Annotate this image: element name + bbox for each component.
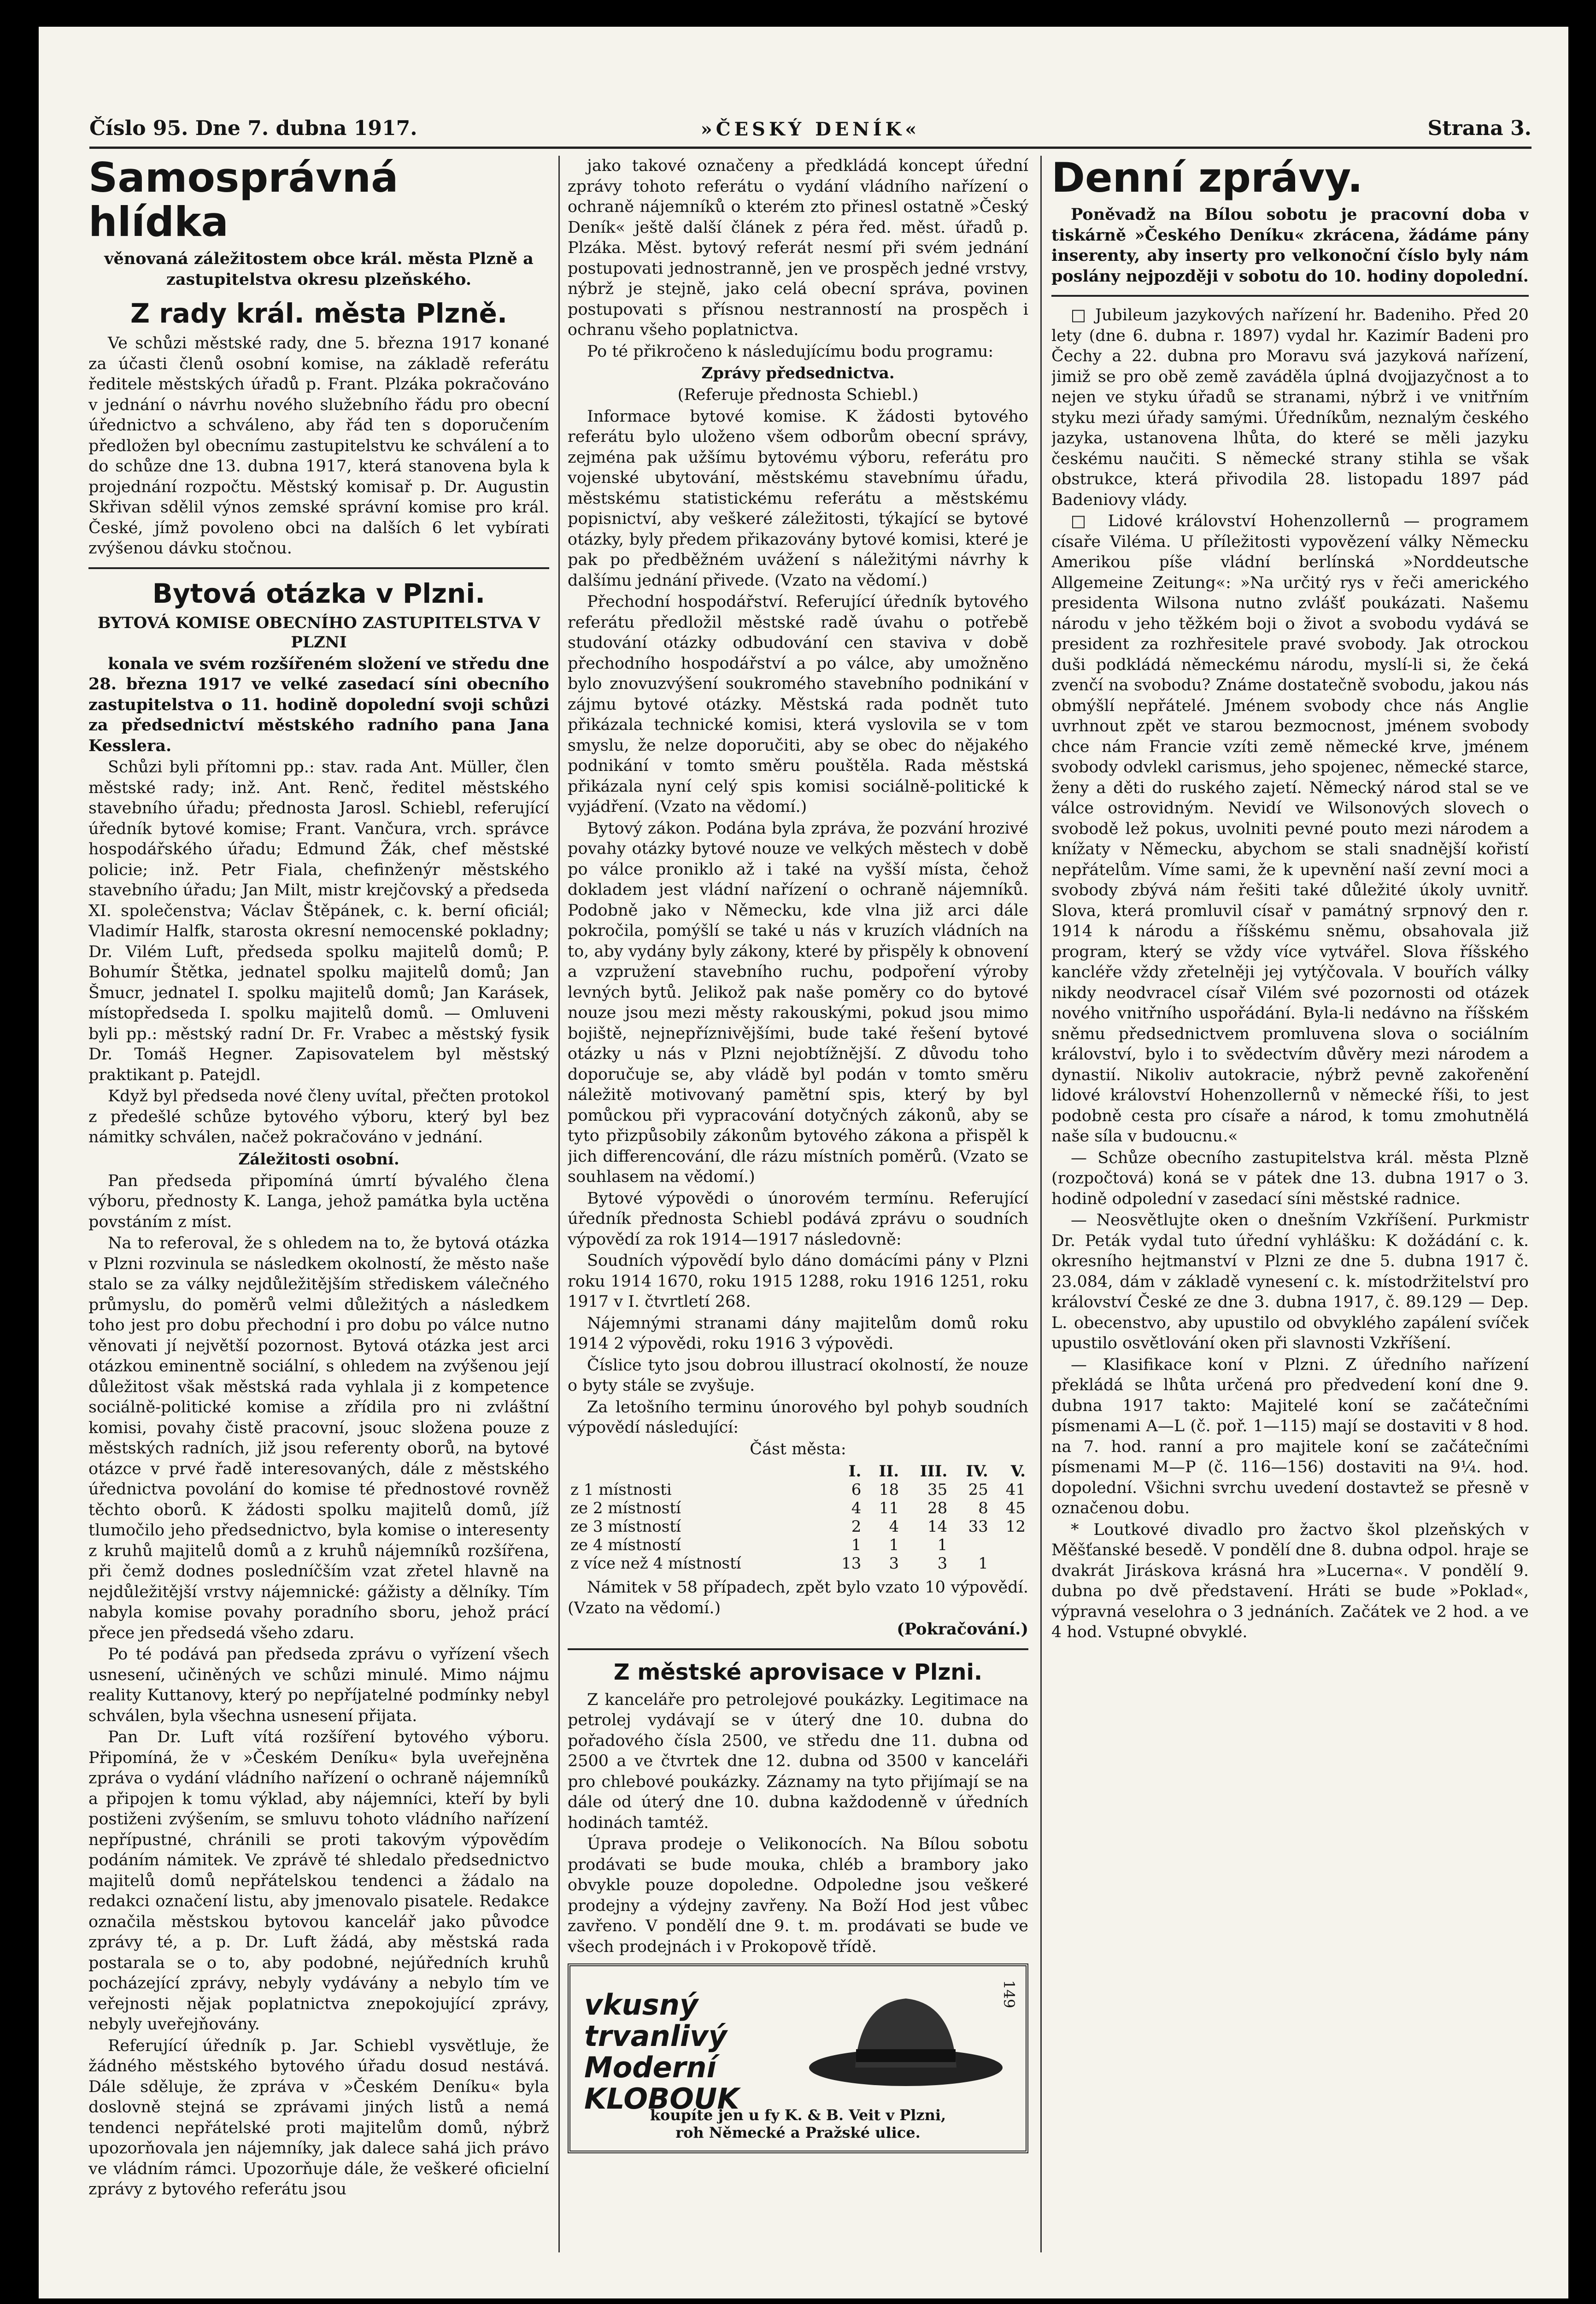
- hat-icon: [804, 1985, 1007, 2091]
- table-header: V.: [1010, 1462, 1026, 1481]
- article-paragraph: Číslice tyto jsou dobrou illustrací okolností, že nouze o byty stále se zvyšuje.: [568, 1356, 1028, 1395]
- article-paragraph: Přechodní hospodářství. Referující úředník bytového referátu předložil městské radě úvahu o potřebě studování otázky odbudování cen staviva v době přechodního hospodářství a po válce, aby umožněno bylo znovuzvýšení soukromého stavebního podnikání v zájmu bytové otázky. Městská rada podnět tuto přikázala technické komisi, která vyslovila se v tom smyslu, že nelze doporučiti, aby se obec do nějakého podnikání v tomto směru pouštěla. Rada městská přikázala nyní celý spis komisi sociálně-politické k vyjádření. (Vzato na vědomí.): [568, 593, 1028, 816]
- column-rule: [1040, 156, 1042, 2252]
- article-paragraph: Když byl předseda nové členy uvítal, přečten protokol z předešlé schůze bytového výboru, který byl bez námitky schválen, načež pokračováno v jednání.: [88, 1087, 549, 1146]
- table-header: III.: [920, 1462, 948, 1481]
- article-paragraph: Poněvadž na Bílou sobotu je pracovní doba v tiskárně »Českého Deníku« zkrácena, žádáme pány inserenty, aby inserty pro velkonoční číslo byly nám poslány nejpozději v sobotu do 10. hodiny dopolední.: [1051, 205, 1529, 286]
- article-paragraph: Pan Dr. Luft vítá rozšíření bytového výboru. Připomíná, že v »Českém Deníku« byla uveřejněna zpráva o vydání vládního nařízení o ochraně nájemníků a připojen k tomu výklad, aby nájemníci, kteří by byli postiženi zvýšením, se smluvu tohoto vládního nařízení nepřípustné, chránili se proti takovým výpovědím podáním námitek. Ve zprávě té shledalo předsednictvo majitelů domů nepřátelskou tendenci a žádalo na redakci označení listu, aby jmenovalo pisatele. Redakce označila městskou bytovou kancelář jako původce zprávy té, a p. Dr. Luft žádá, aby městská rada postarala se o to, aby podobné, nejúředních kruhů pocházející zprávy, nebyly vydávány a nebylo tím ve veřejnosti nějak poplatnictva znepokojující zprávy, nebyly uveřejňovány.: [88, 1728, 549, 2034]
- divider: [1051, 295, 1529, 297]
- table-row: z 1 místnosti 6 18 35 25 41: [570, 1481, 1026, 1499]
- article-paragraph: Po té podává pan předseda zprávu o vyřízení všech usnesení, učiněných ve schůzi minulé. Mimo nájmu reality Kuttanovy, který po nepříjatelné podmínky nebyl schválen, byla všechna usnesení přijata.: [88, 1645, 549, 1725]
- article-paragraph: □ Lidové království Hohenzollernů — programem císaře Viléma. U příležitosti vypovězení války Německu Amerikou píše vládní berlínská »Norddeutsche Allgemeine Zeitung«: »Na určitý rys v řeči amerického presidenta Wilsona nutno zvlášť poukázati. Našemu národu v jeho těžkém boji o život a svobodu vydává se president za rozhřesitele pravé svobody. Jak otrockou duši podkládá německému národu, myslí-li si, že čeká zvenčí na svobodu? Známe dostatečně svobodu, jakou nás obmýšlí nepřátelé. Jménem svobody chce nás Anglie uvrhnout zpět ve starou bezmocnost, jménem svobody chce nám Francie vzíti země německé krve, jménem svobody odvlekl carismus, jeho spojenec, německé starce, ženy a děti do ruského zajetí. Německý národ stal se ve válce ostrovidným. Nevidí ve Wilsonových slovech o svobodě lež pokus, uvolniti pevné pouto mezi národem a knížaty v Německu, abychom se stali snadnější kořistí nepřátelům. Víme sami, že k upevnění naší zevní moci a svobody zbývá nám řešiti také důležité úkoly uvnitř. Slova, která promluvil císař v památný srpnový den r. 1914 k národu a říšskému sněmu, obsahovala již program, který se vždy více vytvářel. Slova říšského kancléře vždy zřetelněji jej vytýčovala. V bouřích války nikdy neodvracel císař Vilém své pozornosti od otázek nového vnitřního uspořádání. Byla-li nedávno na říšském sněmu předsednictvem promluvena slova o sociálním království, bylo i to svědectvím důvěry mezi národem a dynastií. Nikoliv autokracie, nýbrž pevně zakořenění lidové království Hohenzollernů v německé říši, to jest podobně cesta pro císaře a národ, k tomu zmohutnělá naše síla v budoucnu.«: [1051, 512, 1529, 1146]
- article-paragraph: Informace bytové komise. K žádosti bytového referátu bylo uloženo všem odborům obecní správy, zejména pak užšímu bytovému výboru, referátu pro vojenské ubytování, městskému stavebnímu úřadu, městskému statistickému referátu a městskému popisnictví, aby veškeré záležitosti, týkající se bytové otázky, byly předem přikazovány bytové komisi, které je pak po předběžném uvážení s náležitými návrhy k dalšímu jednání přivede. (Vzato na vědomí.): [568, 407, 1028, 590]
- ad-number: 149: [1000, 1980, 1018, 2009]
- table-header: II.: [879, 1462, 899, 1481]
- table-header: IV.: [966, 1462, 988, 1481]
- article-paragraph: Bytové výpovědi o únorovém termínu. Referující úředník přednosta Schiebl podává zprávu o soudních výpovědí za rok 1914—1917 následovně:: [568, 1189, 1028, 1249]
- ad-headline: vkusný trvanlivý Moderní KLOBOUK: [584, 1988, 739, 2116]
- section-subtitle: věnovaná záležitostem obce král. města Plzně a zastupitelstva okresu plzeňského.: [104, 249, 534, 289]
- article-paragraph: □ Jubileum jazykových nařízení hr. Badeniho. Před 20 lety (dne 6. dubna r. 1897) vydal hr. Kazimír Badeni pro Čechy a 22. dubna pro Moravu svá jazyková nařízení, jimiž se pro obě země zaváděla úplná dvojjazyčnost a to nejen ve styku úřadů se stranami, nýbrž i ve vnitřním styku mezi úřady samými. Úředníkům, neznalým českého jazyka, ustanovena lhůta, do které se měli jazyku českému naučiti. S německé strany stihla se však obstrukce, která přivodila 28. listopadu 1897 pád Badeniovy vlády.: [1051, 306, 1529, 509]
- article-paragraph: Nájemnými stranami dány majitelům domů roku 1914 2 výpovědi, roku 1916 3 výpovědi.: [568, 1314, 1028, 1353]
- column-rule: [558, 156, 560, 2252]
- article-paragraph: Z kanceláře pro petrolejové poukázky. Legitimace na petrolej vydávají se v úterý dne 10. dubna do pořadového čísla 2500, ve středu dne 11. dubna od 2500 a ve čtvrtek dne 12. dubna od 3500 v kanceláři pro chlebové poukázky. Záznamy na tyto přijímají se na dále od úterý dne 10. dubna každodenně v úředních hodinách tamtéž.: [568, 1690, 1028, 1832]
- table-row: ze 3 místností 2 4 14 33 12: [570, 1517, 1026, 1536]
- article-paragraph: Soudních výpovědí bylo dáno domácími pány v Plzni roku 1914 1670, roku 1915 1288, roku 1916 1251, roku 1917 v I. čtvrtletí 268.: [568, 1252, 1028, 1311]
- article-heading: Z městské aprovisace v Plzni.: [613, 1659, 983, 1685]
- article-paragraph: — Klasifikace koní v Plzni. Z úředního nařízení překládá se lhůta určená pro předvedení koní dne 9. dubna 1917 takto: Majitelé koní se začátečními písmenami A—L (č. poř. 1—115) mají se dostaviti v 8 hod. na 7. hod. ranní a pro majitele koní se začátečními písmenami M—P (č. 116—156) dostaviti na 9¼. hod. dopolední. Všichni svrchu uvedení dostavtež se přesně v označenou dobu.: [1051, 1355, 1529, 1517]
- article-paragraph: Námitek v 58 případech, zpět bylo vzato 10 výpovědí. (Vzato na vědomí.): [568, 1578, 1028, 1617]
- article-paragraph: Pan předseda připomíná úmrtí bývalého člena výboru, přednosty K. Langa, jehož památka byla uctěna povstáním z míst.: [88, 1171, 549, 1231]
- newspaper-page: [39, 27, 1568, 2298]
- article-paragraph: Schůzi byli přítomni pp.: stav. rada Ant. Müller, člen městské rady; inž. Ant. Renč, ředitel městského stavebního úřadu; přednosta Jarosl. Schiebl, referující úředník bytové komise; Frant. Vančura, vrch. správce hospodářského úřadu; Edmund Žák, chef městské policie; inž. Petr Fiala, chefinženýr městského stavebního úřadu; Jan Milt, mistr krejčovský a předseda XI. společenstva; Václav Štěpánek, c. k. berní oficiál; Vladimír Halfk, starosta okresní nemocenské pokladny; Dr. Vilém Luft, předseda spolku majitelů domů; P. Bohumír Štětka, jednatel spolku majitelů domů; Jan Šmucr, jednatel I. spolku majitelů domů; Jan Karásek, místopředseda I. spolku majitelů domů. — Omluveni byli pp.: městský radní Dr. Fr. Vrabec a městský fysik Dr. Tomáš Hegner. Zapisovatelem byl městský praktikant p. Patejdl.: [88, 758, 549, 1084]
- section-title: Denní zprávy.: [1051, 156, 1363, 201]
- column-1: [88, 156, 549, 2262]
- article-heading: Z rady král. města Plzně.: [130, 298, 508, 329]
- table-row: ze 2 místností 4 11 28 8 45: [570, 1499, 1026, 1517]
- divider: [568, 1648, 1028, 1650]
- article-subheading: Zprávy předsednictva.: [701, 364, 895, 382]
- article-paragraph: — Schůze obecního zastupitelstva král. města Plzně (rozpočtová) koná se v pátek dne 13. dubna 1917 o 3. hodině odpolední v zasedací síni městské radnice.: [1051, 1148, 1529, 1208]
- article-paragraph: Ve schůzi městské rady, dne 5. března 1917 konané za účasti členů osobní komise, na základě referátu ředitele městských úřadů p. Frant. Plzáka pokračováno v jednání o návrhu nového služebního řádu pro obecní úřednictvo a schváleno, aby řád ten s doporučením předložen byl obecnímu zastupitelstvu ke schválení a to do schůze dne 13. dubna 1917, která stanovena byla k projednání rozpočtu. Městský komisař p. Dr. Augustin Skřivan sdělil výnos zemské správní komise pro král. České, jímž povoleno obci na dalších 6 let vybírati zvýšenou dávku stočnou.: [88, 334, 549, 558]
- article-paragraph: — Neosvětlujte oken o dnešním Vzkříšení. Purkmistr Dr. Peták vydal tuto úřední vyhlášku: K dožádání c. k. okresního hejtmanství v Plzni ze dne 5. dubna 1917 č. 23.084, dám v základě vynesení c. k. místodržitelství pro království České ze dne 3. dubna 1917, č. 89.129 — Dep. L. obecenstvo, aby upustilo od obvyklého zapálení svíček upustilo osvětlování oken při slavnosti Vzkříšení.: [1051, 1211, 1529, 1352]
- issue-date: Číslo 95. Dne 7. dubna 1917.: [89, 117, 417, 140]
- table-row: ze 4 místností 1 1 1: [570, 1536, 948, 1554]
- article-paragraph: konala ve svém rozšířeném složení ve středu dne 28. března 1917 ve velké zasedací síni obecního zastupitelstva o 11. hodině dopolední svoji schůzi za předsednictví městského radního pana Jana Kesslera.: [88, 654, 549, 755]
- table-header: [568, 1462, 827, 1481]
- page-number: Strana 3.: [1427, 117, 1531, 140]
- table-header: I.: [848, 1462, 862, 1481]
- column-2: [568, 156, 1028, 2262]
- divider: [88, 567, 549, 569]
- column-3: [1051, 156, 1529, 2262]
- article-paragraph: Referující úředník p. Jar. Schiebl vysvětluje, že žádného městského bytového úřadu dosud nestává. Dále sděluje, že zpráva v »Českém Deníku« byla doslovně stejná se zprávami jiných listů a nemá tendenci nepřátelské proti majitelům domů, nýbrž upozorňovala jen nájemníky, jak dalece sahá jich právo ve vládním rámci. Upozorňuje dále, že veškeré oficielní zprávy z bytového referátu jsou: [88, 2036, 549, 2198]
- article-heading: Bytová otázka v Plzni.: [152, 577, 486, 609]
- article-paragraph: jako takové označeny a předkládá koncept úřední zprávy tohoto referátu o vydání vládního nařízení o ochraně nájemníků o kterém zto přinesl ostatně »Český Deník« ještě další článek z péra řed. měst. úřadů p. Plzáka. Měst. bytový referát nesmí při svém jednání postupovati jednostranně, jen ve prospěch jedné vrstvy, nýbrž je stejně, jako celá obecní správa, povinen postupovati s přísnou nestranností na prospěch i ochranu všeho poplatnictva.: [568, 157, 1028, 339]
- hat-advertisement: [568, 1963, 1028, 2153]
- article-paragraph: Po té přikročeno k následujícímu bodu programu:: [587, 342, 994, 361]
- notice-table: [568, 1462, 1028, 1573]
- article-paragraph: Bytový zákon. Podána byla zpráva, že pozvání hrozivé povahy otázky bytové nouze ve velkých městech v době po válce proniklo až i také na vyšší místa, čehož dokladem jest vládní nařízení o ochraně nájemníků. Podobně jako v Německu, kde vlna již arci dále pokročila, pomýšlí se také u nás v kruzích vládních na to, aby vydány byly zákony, které by přispěly k obnovení a vzpružení stavebního ruchu, podpoření výroby levných bytů. Jelikož pak naše poměry co do bytové nouze jsou mezi městy rakouskými, pokud jsou mimo bojiště, nejnepříznivějšími, bude také řešení bytové otázky u nás v Plzni nejobtížnější. Z důvodu toho doporučuje se, aby vládě byl podán v tomto směru náležitě motivovaný pamětní spis, který by byl pomůckou při vypracování dotyčných zákonů, aby se tyto přizpůsobily zákonům bytového zákona a přispěl k jich differencování, dle rázu místních poměrů. (Vzato se souhlasem na vědomí.): [568, 819, 1028, 1186]
- table-caption: Část města:: [750, 1440, 846, 1458]
- newspaper-title: »ČESKÝ DENÍK«: [700, 118, 921, 140]
- article-subheading: BYTOVÁ KOMISE OBECNÍHO ZASTUPITELSTVA V PLZNI: [97, 613, 540, 652]
- ad-address: koupíte jen u fy K. & B. Veit v Plzni, roh Německé a Pražské ulice.: [650, 2106, 946, 2141]
- masthead: [89, 105, 1531, 149]
- article-paragraph: Úprava prodeje o Velikonocích. Na Bílou sobotu prodávati se bude mouka, chléb a brambory jako obvykle pouze dopoledne. Odpoledne jsou veškeré prodejny a výdejny zavřeny. Na Boží Hod jest vůbec zavřeno. V pondělí dne 9. t. m. prodávati se bude ve všech prodejnách i v Prokopově třídě.: [568, 1835, 1028, 1956]
- article-subheading: Záležitosti osobní.: [238, 1150, 399, 1169]
- article-paragraph: * Loutkové divadlo pro žactvo škol plzeňských v Měšťanské besedě. V pondělí dne 8. dubna odpol. hraje se dvakrát Jiráskova krásná hra »Lucerna«. V pondělí 9. dubna po dvě představení. Hráti se bude »Poklad«, výpravná veselohra o 3 jednáních. Začátek ve 2 hod. a ve 4 hod. Vstupné obvyklé.: [1051, 1520, 1529, 1641]
- continuation-note: (Pokračování.): [897, 1620, 1028, 1639]
- section-title: Samosprávná hlídka: [88, 156, 399, 246]
- article-paragraph: Za letošního terminu únorového byl pohyb soudních výpovědí následující:: [568, 1398, 1028, 1437]
- article-note: (Referuje přednosta Schiebl.): [677, 386, 919, 404]
- article-paragraph: Na to referoval, že s ohledem na to, že bytová otázka v Plzni rozvinula se následkem okolností, že město naše stalo se za války nejdůležitějším střediskem válečného průmyslu, do poměrů velmi důležitých a následkem toho jest pro dobu přechodní i pro dobu po válce nutno věnovati jí největší pozornost. Bytová otázka jest arci otázkou eminentně sociální, s ohledem na zvýšenou její důležitost však městská rada vyhlala ji z kompetence sociálně-politické komise a zřídila pro ni zvláštní komisi, povahy čistě pracovní, jsouc složena pouze z městských radních, již jsou referenty oborů, na bytové otázce v prvé řadě interesovaných, dále z městského úřednictva povolání do komise té přednostové rovněž těchto oborů. K žádosti spolku majitelů domů, jíž tlumočilo jeho předsednictvo, byla komise o interesenty z kruhů majitelů domů a z kruhů nájemníků rozšířena, při čemž dodnes posledníčším vzat zřetel hlavně na nejdůležitější vrstvy nájemnické: gážisty a dělníky. Tím nabyla komise povahy poradního sboru, jehož prácí přece jen předsedá všeho zdaru.: [88, 1234, 549, 1642]
- table-row: z více než 4 místností 13 3 3 1: [570, 1554, 988, 1573]
